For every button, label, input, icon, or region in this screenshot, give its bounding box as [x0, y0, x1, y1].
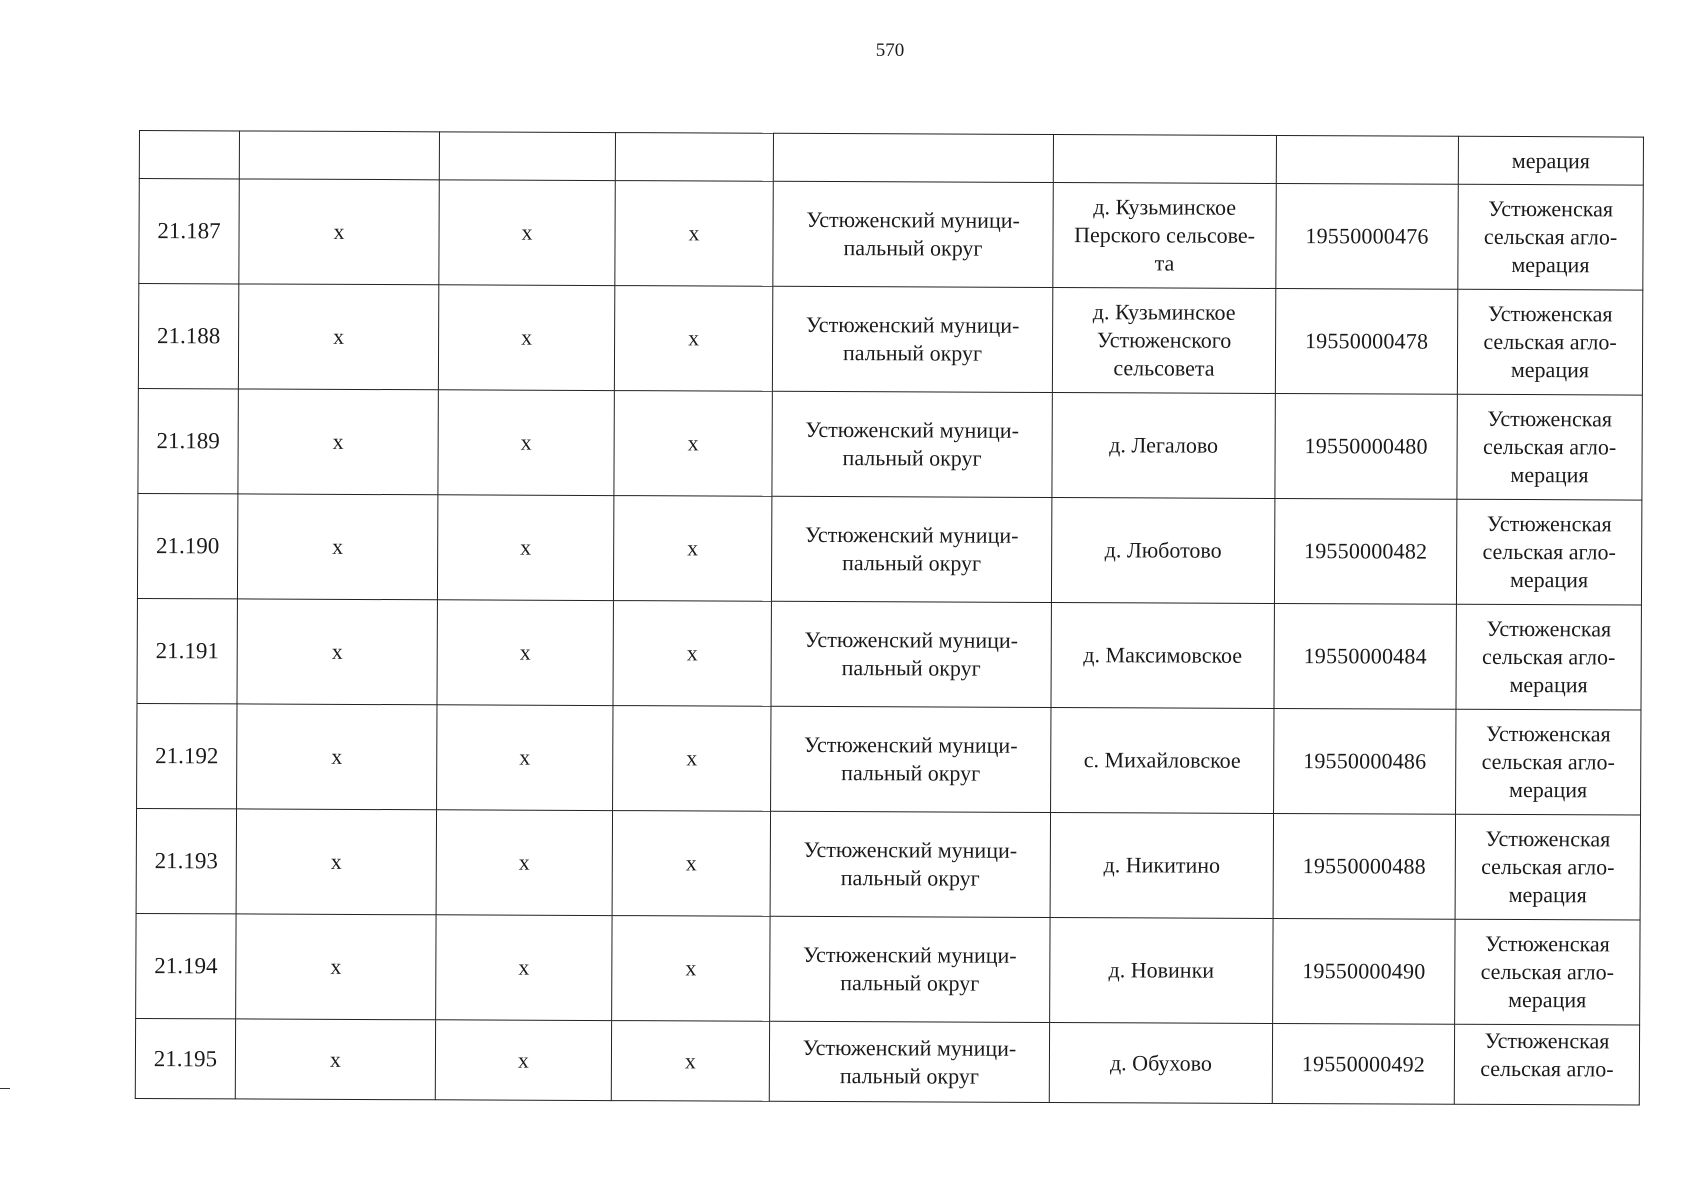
cell-district: Устюженский муници- пальный округ [770, 916, 1050, 1022]
cell-code: 19550000490 [1273, 918, 1455, 1024]
table-row [137, 703, 1641, 815]
cell-agglomeration: Устюженская сельская агло- мерация [1456, 709, 1641, 815]
table-row [135, 1018, 1639, 1105]
cell-settlement: д. Максимовское [1051, 602, 1274, 708]
cell-code: 19550000486 [1274, 708, 1456, 814]
cell-num: 21.195 [135, 1018, 235, 1098]
table-row [136, 808, 1640, 920]
cell-settlement: д. Кузьминское Перского сельсове- та [1053, 182, 1276, 288]
cell-col4: х [612, 811, 770, 917]
cell-code: 19550000492 [1272, 1023, 1454, 1104]
cell-agglomeration: Устюженская сельская агло- мерация [1457, 289, 1642, 395]
settlements-table [135, 130, 1644, 1106]
cell-agglomeration: Устюженская сельская агло- мерация [1456, 499, 1641, 605]
cell-col2: х [236, 914, 436, 1020]
cell-num: 21.187 [139, 179, 239, 284]
cell-col3: х [439, 180, 615, 286]
cell-col2: х [238, 284, 438, 390]
cell-col4: х [613, 496, 771, 602]
cell-agglomeration: Устюженская сельская агло- мерация [1455, 919, 1640, 1025]
page-number: 570 [875, 40, 905, 61]
cell-col4: х [614, 286, 772, 392]
cell-district [773, 133, 1053, 182]
cell-num: 21.188 [138, 284, 238, 389]
cell-num: 21.192 [137, 703, 237, 808]
cell-col4: х [614, 391, 772, 497]
cell-col3: х [437, 705, 613, 811]
cell-col2: х [237, 704, 437, 810]
cell-col2: х [235, 1019, 435, 1100]
cell-code [1276, 135, 1458, 184]
cell-col2: х [237, 494, 437, 600]
cell-district: Устюженский муници- пальный округ [771, 496, 1051, 602]
cell-col2: х [237, 599, 437, 705]
cell-col3: х [435, 1020, 611, 1101]
cell-num: 21.193 [136, 808, 236, 913]
cell-settlement: д. Легалово [1052, 392, 1275, 498]
cell-settlement [1053, 134, 1276, 183]
table-row [138, 284, 1642, 396]
cell-agglomeration: Устюженская сельская агло- мерация [1456, 604, 1641, 710]
cell-agglomeration: мерация [1458, 136, 1643, 185]
cell-agglomeration: Устюженская сельская агло- мерация [1458, 184, 1643, 290]
cell-settlement: д. Люботово [1051, 497, 1274, 603]
cell-district: Устюженский муници- пальный округ [772, 286, 1052, 392]
cell-agglomeration: Устюженская сельская агло- мерация [1457, 394, 1642, 500]
cell-col4: х [613, 706, 771, 812]
cell-agglomeration: Устюженская сельская агло- мерация [1455, 814, 1640, 920]
cell-code: 19550000480 [1275, 393, 1457, 499]
cell-num: 21.189 [138, 388, 238, 493]
table-row [136, 913, 1640, 1025]
cell-settlement: д. Обухово [1049, 1022, 1272, 1103]
cell-col2: х [236, 809, 436, 915]
cell-col3: х [438, 285, 614, 391]
cell-district: Устюженский муници- пальный округ [769, 1021, 1049, 1102]
cell-num: 21.190 [137, 493, 237, 598]
cell-code: 19550000488 [1273, 813, 1455, 919]
cell-col4: х [613, 601, 771, 707]
cell-code: 19550000482 [1274, 498, 1456, 604]
cell-col3: х [437, 495, 613, 601]
cell-num: 21.194 [136, 913, 236, 1018]
cell-col2: х [239, 179, 439, 285]
cell-code: 19550000478 [1275, 288, 1457, 394]
cell-code: 19550000484 [1274, 603, 1456, 709]
cell-col3: х [436, 810, 612, 916]
cell-col4: х [615, 181, 773, 287]
cell-code: 19550000476 [1276, 183, 1458, 289]
cell-settlement: д. Новинки [1050, 917, 1273, 1023]
cell-district: Устюженский муници- пальный округ [773, 181, 1053, 287]
cell-district: Устюженский муници- пальный округ [771, 706, 1051, 812]
cell-district: Устюженский муници- пальный округ [770, 811, 1050, 917]
cell-settlement: д. Кузьминское Устюженского сельсовета [1052, 287, 1275, 393]
cell-col3: х [437, 600, 613, 706]
cell-settlement: д. Никитино [1050, 812, 1273, 918]
cell-col3: х [438, 390, 614, 496]
cell-district: Устюженский муници- пальный округ [771, 601, 1051, 707]
table-row [137, 598, 1641, 710]
table-row [137, 493, 1641, 605]
cell-col4: х [611, 1021, 769, 1102]
cell-col2 [239, 131, 439, 180]
table-row [139, 179, 1643, 291]
cell-col3 [439, 132, 615, 181]
cell-col4 [615, 133, 773, 182]
cell-col4: х [612, 916, 770, 1022]
table-row-continuation [139, 131, 1643, 186]
cell-col2: х [238, 389, 438, 495]
cell-col3: х [436, 915, 612, 1021]
table-row [138, 388, 1642, 500]
cell-num [139, 131, 239, 179]
cell-agglomeration: Устюженская сельская агло- [1454, 1024, 1639, 1105]
cell-num: 21.191 [137, 598, 237, 703]
cell-settlement: с. Михайловское [1051, 707, 1274, 813]
cell-district: Устюженский муници- пальный округ [772, 391, 1052, 497]
margin-mark [0, 1088, 10, 1089]
